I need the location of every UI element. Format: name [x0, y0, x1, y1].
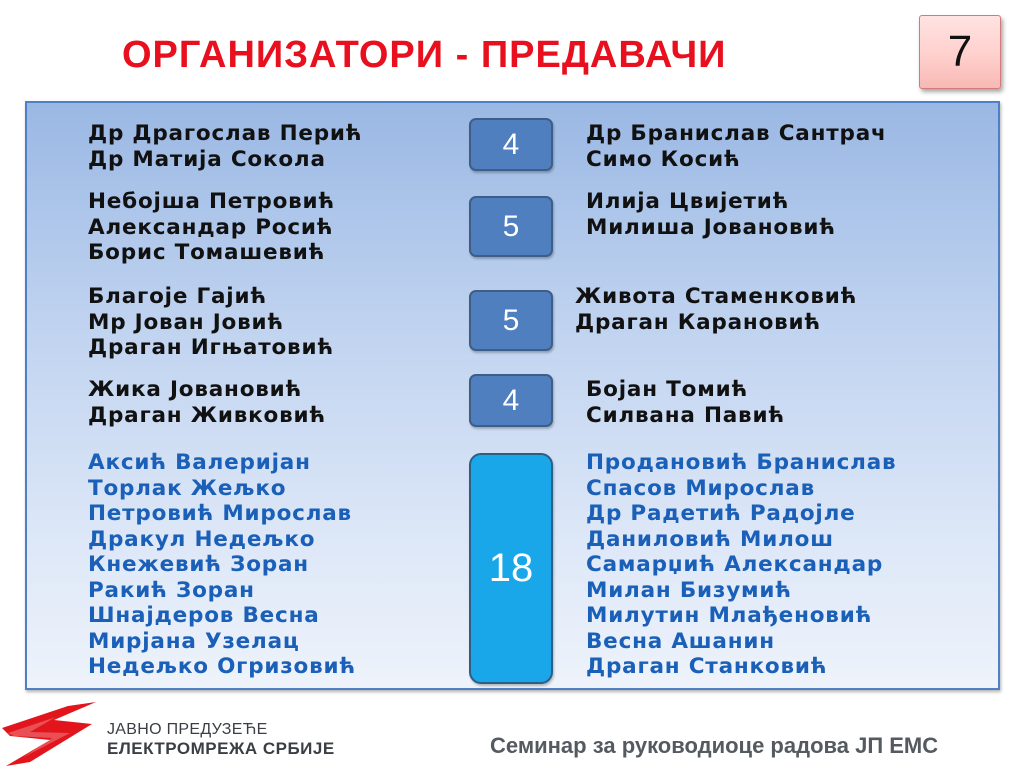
name-item: Др Драгослав Перић [88, 121, 363, 146]
name-item: Спасов Мирослав [586, 475, 815, 501]
group-1-left-names [88, 121, 362, 172]
name-item: Торлак Жељко [88, 475, 287, 501]
group-2-left-names [88, 189, 335, 266]
name-item: Драган Игњатовић [88, 335, 334, 360]
name-item: Недељко Огризовић [88, 654, 356, 679]
logo-line-1: ЈАВНО ПРЕДУЗЕЋЕ [107, 721, 268, 738]
group-3-right-names [575, 284, 857, 335]
name-item: Дракул Недељко [88, 526, 316, 552]
name-item: Шнајдеров Весна [88, 603, 320, 628]
name-item: Драган Карановић [575, 309, 821, 335]
name-item: Борис Томашевић [88, 240, 326, 265]
name-item: Даниловић Милош [586, 526, 834, 552]
name-item: Аксић Валеријан [88, 450, 311, 475]
name-item: Др Матија Сокола [88, 146, 326, 172]
name-item: Др Бранислав Сантрач [586, 121, 887, 146]
name-item: Илија Цвијетић [586, 189, 790, 214]
group-4-left-names [88, 377, 326, 428]
group-5-right-names [586, 450, 896, 680]
group-5-count-badge: 18 [469, 453, 553, 684]
name-item: Драган Живковић [88, 402, 326, 428]
name-item: Александар Росић [88, 214, 334, 240]
name-item: Продановић Бранислав [586, 450, 897, 475]
name-item: Др Радетић Радојле [586, 501, 856, 526]
page-title: ОРГАНИЗАТОРИ - ПРЕДАВАЧИ [122, 34, 727, 76]
group-4-count-badge: 4 [469, 374, 553, 427]
name-item: Живота Стаменковић [575, 284, 858, 309]
name-item: Благоје Гајић [88, 284, 267, 309]
name-item: Кнежевић Зоран [88, 552, 309, 577]
name-item: Весна Ашанин [586, 628, 775, 654]
footer-caption: Семинар за руководиоце радова ЈП ЕМС [490, 733, 939, 758]
group-3-count-badge: 5 [469, 290, 553, 351]
logo-line-2: ЕЛЕКТРОМРЕЖА СРБИЈЕ [107, 739, 335, 758]
name-item: Симо Косић [586, 146, 741, 172]
name-item: Жика Јовановић [88, 377, 303, 402]
name-item: Милутин Млађеновић [586, 603, 873, 628]
name-item: Бојан Томић [586, 377, 749, 402]
group-1-right-names [586, 121, 887, 172]
name-item: Самарџић Александар [586, 552, 884, 577]
group-2-count-badge: 5 [469, 196, 553, 257]
name-item: Милан Бизумић [586, 577, 792, 603]
group-5-left-names [88, 450, 356, 680]
group-3-left-names [88, 284, 334, 361]
name-item: Мирјана Узелац [88, 628, 300, 654]
name-item: Мр Јован Јовић [88, 309, 284, 335]
name-item: Силвана Павић [586, 402, 785, 428]
name-item: Петровић Мирослав [88, 501, 352, 526]
slide-number-badge: 7 [919, 15, 1001, 89]
group-4-right-names [586, 377, 785, 428]
name-item: Милиша Јовановић [586, 214, 836, 240]
name-item: Драган Станковић [586, 654, 828, 679]
name-item: Ракић Зоран [88, 577, 255, 603]
group-2-right-names [586, 189, 836, 240]
name-item: Небојша Петровић [88, 189, 336, 214]
group-1-count-badge: 4 [469, 118, 553, 171]
